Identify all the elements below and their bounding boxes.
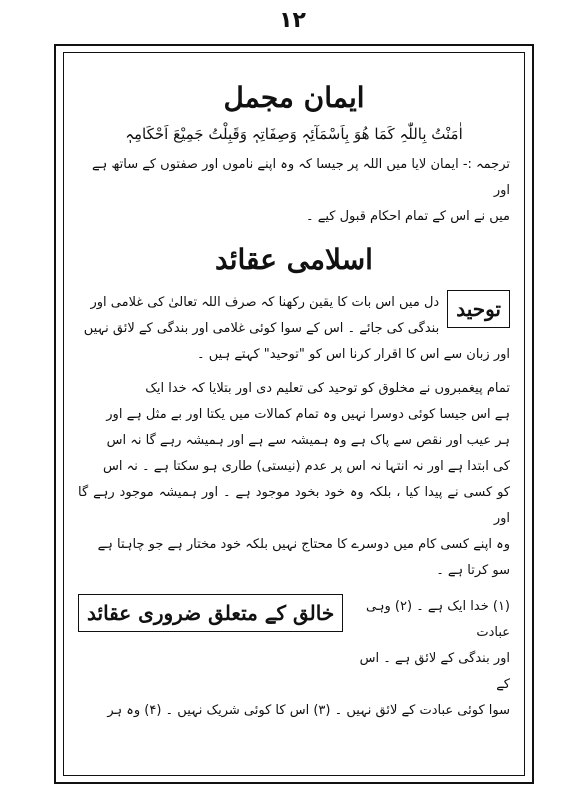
- translation-line-2: میں نے اس کے تمام احکام قبول کیے ۔: [306, 209, 510, 224]
- para-line-4: کی ابتدا ہے اور نہ انتہا نہ اس پر عدم (نیستی) طاری ہو سکتا ہے ۔ نہ اس: [102, 459, 510, 474]
- para-line-5: کو کسی نے پیدا کیا ، بلکہ وہ خود بخود موجود ہے ۔ اور ہمیشہ موجود رہے گا اور: [78, 485, 510, 526]
- tawheed-line-1: دل میں اس بات کا یقین رکھنا کہ صرف اللہ تعالیٰ کی غلامی اور: [90, 295, 440, 310]
- para-line-3: ہر عیب اور نقص سے پاک ہے وہ ہمیشہ سے ہے اور ہمیشہ رہے گا نہ اس: [106, 433, 510, 448]
- khaliq-line-1: (۱) خدا ایک ہے ۔ (۲) وہی عبادت: [366, 599, 510, 640]
- tawheed-line-2: بندگی کی جائے ۔ اس کے سوا کوئی غلامی اور بندگی کے لائق نہیں: [83, 321, 440, 336]
- khaliq-line-3: سوا کوئی عبادت کے لائق نہیں ۔ (۳) اس کا کوئی شریک نہیں ۔ (۴) وہ ہر: [107, 703, 510, 718]
- page-number: ۱۲: [279, 8, 306, 33]
- para-line-7: سو کرتا ہے ۔: [436, 563, 510, 578]
- section-title-iman-mujmal: ایمان مجمل: [223, 81, 365, 114]
- khaliq-text-top: [351, 594, 510, 698]
- para-line-2: ہے اس جیسا کوئی دوسرا نہیں وہ تمام کمالات میں یکتا اور بے مثل ہے اور: [106, 407, 510, 422]
- page-content: [78, 62, 510, 774]
- section-title-islami-aqaid: اسلامی عقائد: [215, 243, 373, 276]
- khaliq-block: [78, 594, 510, 698]
- para-line-6: وہ اپنے کسی کام میں دوسرے کا محتاج نہیں بلکہ خود مختار ہے جو چاہتا ہے: [97, 537, 510, 552]
- tawheed-block: [78, 290, 510, 342]
- khaliq-label-box: خالق کے متعلق ضروری عقائد: [78, 594, 343, 632]
- para-line-1: تمام پیغمبروں نے مخلوق کو توحید کی تعلیم دی اور بتلایا کہ خدا ایک: [145, 381, 510, 396]
- tawheed-label-box: توحید: [447, 290, 510, 328]
- arabic-declaration: اٰمَنْتُ بِاللّٰہِ کَمَا ھُوَ بِاَسْمَآئِہٖ وَصِفَاتِہٖ وَقَبِلْتُ جَمِیْعَ اَحْکَامِہٖ: [125, 125, 463, 143]
- tawheed-definition: [78, 290, 439, 342]
- khaliq-line-2: اور بندگی کے لائق ہے ۔ اس کے: [359, 651, 510, 692]
- translation-line-1: ترجمہ :- ایمان لایا میں اللہ پر جیسا کہ وہ اپنے ناموں اور صفتوں کے ساتھ ہے اور: [92, 157, 510, 198]
- tawheed-line-3: اور زبان سے اس کا اقرار کرنا اس کو "توحید" کہتے ہیں ۔: [197, 347, 510, 362]
